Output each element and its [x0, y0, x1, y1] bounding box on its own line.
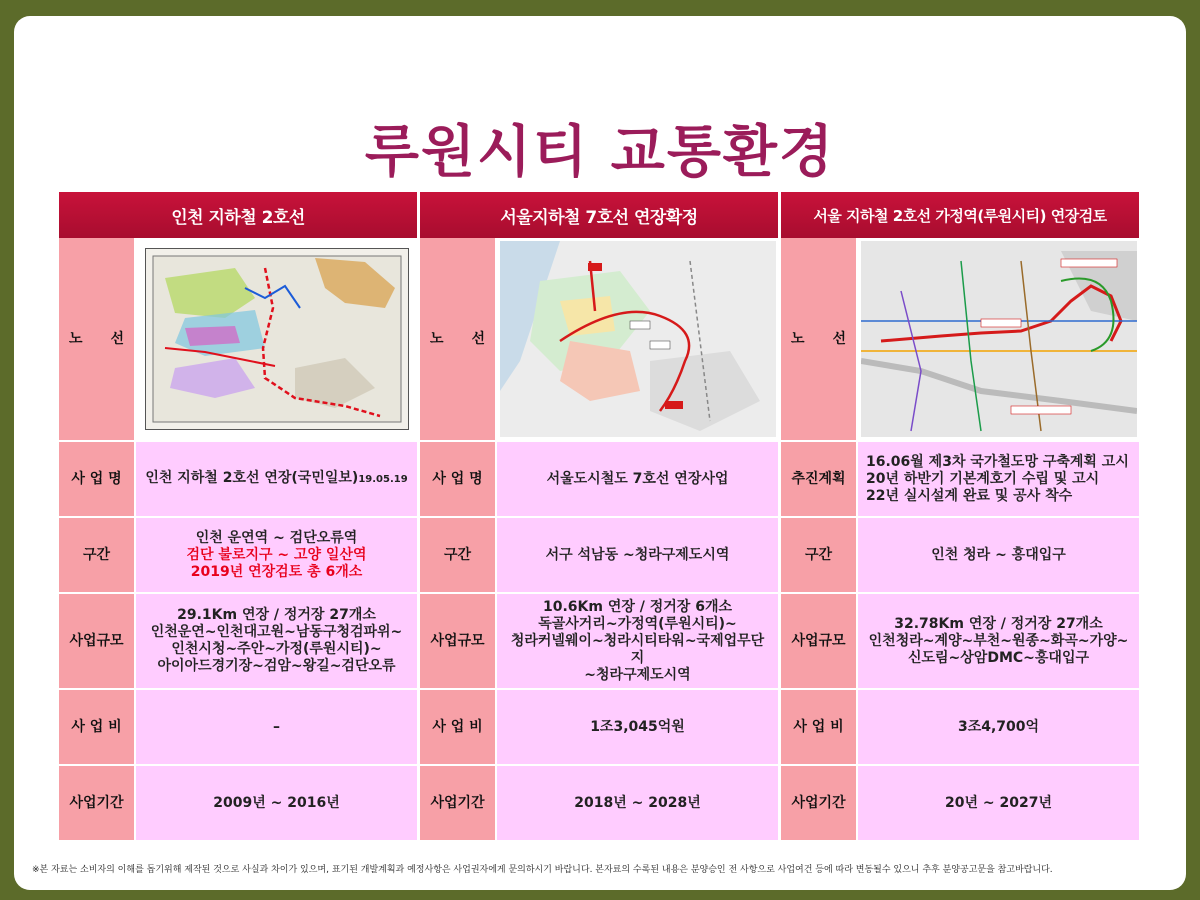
scale-label	[420, 594, 495, 688]
period-label	[59, 766, 134, 840]
scale-label-line-1: 사업규	[430, 632, 472, 649]
scale-line: 인천시청~주안~가정(루원시티)~	[171, 641, 382, 657]
period-label-line-2: 간	[832, 794, 846, 811]
period-label-line-1: 사업기	[430, 794, 472, 811]
line7-map-graphic	[500, 241, 776, 437]
section-line-highlight: 2019년 연장검토 총 6개소	[190, 563, 363, 580]
section-label	[59, 518, 134, 592]
scale-value	[497, 594, 778, 688]
seoul-line2-map-graphic	[861, 241, 1137, 437]
period-label-line-1: 사업기	[791, 794, 833, 811]
section-label-line-1: 구	[443, 546, 458, 563]
column-header: 서울 지하철 2호선 가정역(루원시티) 연장검토	[781, 192, 1139, 238]
route-label: 노 선	[781, 238, 856, 440]
plan-line: 20년 하반기 기본계호기 수립 및 고시	[866, 470, 1100, 487]
project-name-label: 사 업 명	[420, 442, 495, 516]
section-label-line-1: 구	[804, 546, 819, 563]
section-label-line-2: 간	[457, 546, 472, 563]
route-map-image	[136, 238, 417, 440]
scale-line: 32.78Km 연장 / 정거장 27개소	[894, 615, 1103, 632]
cost-label: 사 업 비	[420, 690, 495, 764]
period-value: 2009년 ~ 2016년	[136, 766, 417, 840]
project-name-value: 서울도시철도 7호선 연장사업	[497, 442, 778, 516]
page-title: 루원시티 교통환경	[364, 120, 836, 185]
project-name-label: 사 업 명	[59, 442, 134, 516]
section-line-highlight: 검단 불로지구 ~ 고양 일산역	[186, 546, 367, 563]
scale-line: 신도림~상암DMC~홍대입구	[907, 649, 1089, 666]
project-name-date: 19.05.19	[358, 474, 408, 485]
incheon-map-graphic	[145, 248, 409, 430]
section-label	[420, 518, 495, 592]
plan-line: 22년 실시설계 완료 및 공사 착수	[866, 487, 1073, 504]
cost-label: 사 업 비	[781, 690, 856, 764]
section-line: 인천 청라 ~ 홍대입구	[931, 546, 1066, 563]
plan-label-line-1: 추진계	[791, 470, 833, 487]
scale-line: 29.1Km 연장 / 정거장 27개소	[177, 607, 376, 623]
cost-value: –	[136, 690, 417, 764]
period-label	[781, 766, 856, 840]
route-label: 노 선	[59, 238, 134, 440]
scale-line: 지	[630, 649, 645, 666]
period-label-line-2: 간	[471, 794, 485, 811]
plan-label-line-2: 획	[832, 470, 846, 487]
section-line: 인천 운연역 ~ 검단오류역	[195, 529, 358, 546]
section-label-line-1: 구	[82, 546, 97, 563]
project-name-value	[136, 442, 417, 516]
cost-value: 1조3,045억원	[497, 690, 778, 764]
period-label-line-1: 사업기	[69, 794, 111, 811]
column-header: 서울지하철 7호선 연장확정	[420, 192, 778, 238]
scale-label	[781, 594, 856, 688]
route-label: 노 선	[420, 238, 495, 440]
scale-label-line-1: 사업규	[69, 632, 111, 649]
cost-value: 3조4,700억	[858, 690, 1139, 764]
scale-line: ~청라구제도시역	[584, 666, 691, 683]
scale-label-line-1: 사업규	[791, 632, 833, 649]
scale-line: 인천청라~계양~부천~원종~화곡~가양~	[868, 632, 1129, 649]
scale-label	[59, 594, 134, 688]
period-value: 2018년 ~ 2028년	[497, 766, 778, 840]
plan-line: 16.06월 제3차 국가철도망 구축계획 고시	[866, 453, 1129, 470]
section-value	[497, 518, 778, 592]
section-label	[781, 518, 856, 592]
column-header: 인천 지하철 2호선	[59, 192, 417, 238]
scale-label-line-2: 모	[471, 632, 485, 649]
scale-line: 인천운연~인천대고원~남동구청검파위~	[150, 624, 403, 640]
section-line: 서구 석남동 ~청라구제도시역	[545, 546, 730, 563]
scale-line: 10.6Km 연장 / 정거장 6개소	[543, 598, 732, 615]
disclaimer-footnote: ※본 자료는 소비자의 이해를 돕기위해 제작된 것으로 사실과 차이가 있으며, 표기된 개발계획과 예정사항은 사업권자에게 문의하시기 바랍니다. 본자료의 수록된 내용은 분양승인 전 사항으로 사업여건 등에 따라 변동될수 있으니 추후 분양공고문을 참고바랍니다.	[32, 865, 1053, 875]
project-name-text: 인천 지하철 2호선 연장(국민일보)	[145, 470, 359, 486]
scale-label-line-2: 모	[832, 632, 846, 649]
scale-label-line-2: 모	[110, 632, 124, 649]
scale-line: 아이아드경기장~검암~왕길~검단오류	[157, 658, 396, 674]
scale-line: 독골사거리~가정역(루원시티)~	[538, 615, 737, 632]
column-line2-seoul-extension	[781, 192, 1139, 840]
route-map-image	[497, 238, 778, 440]
period-label-line-2: 간	[110, 794, 124, 811]
route-map-image	[858, 238, 1139, 440]
period-value: 20년 ~ 2027년	[858, 766, 1139, 840]
plan-label	[781, 442, 856, 516]
period-label	[420, 766, 495, 840]
section-label-line-2: 간	[96, 546, 111, 563]
scale-value	[136, 594, 417, 688]
scale-value	[858, 594, 1139, 688]
plan-value	[858, 442, 1139, 516]
section-value	[858, 518, 1139, 592]
cost-label: 사 업 비	[59, 690, 134, 764]
section-label-line-2: 간	[818, 546, 833, 563]
scale-line: 청라커넬웨이~청라시티타워~국제업무단	[510, 632, 765, 649]
column-line7-extension	[420, 192, 778, 840]
section-value	[136, 518, 417, 592]
column-line2-incheon	[59, 192, 417, 840]
